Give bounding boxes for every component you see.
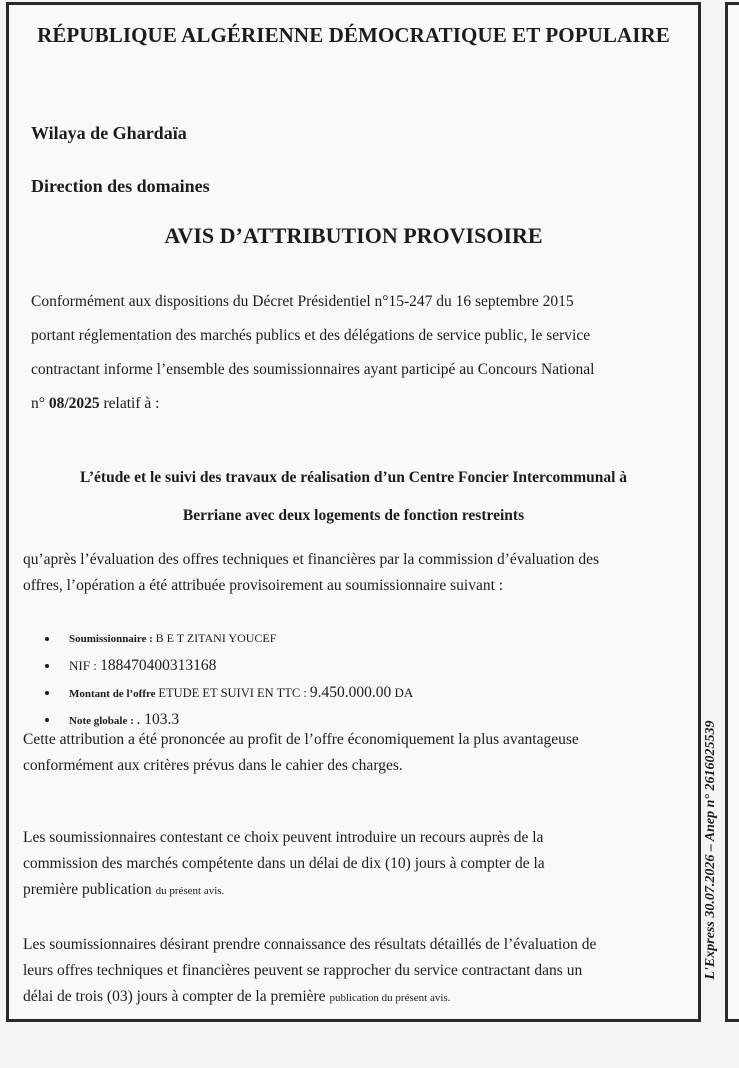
direction-name: Direction des domaines [31, 176, 210, 196]
amount-value: 9.450.000.00 [309, 684, 392, 701]
publication-reference [701, 680, 721, 1020]
amount-unit: DA [391, 685, 414, 700]
evaluation-line: qu’après l’évaluation des offres techniques et financières par la commission d’évaluation des [23, 551, 600, 568]
wilaya-name: Wilaya de Ghardaïa [31, 123, 187, 143]
amount-text: ETUDE ET SUIVI EN TTC : [158, 686, 310, 700]
evaluation-line: offres, l’opération a été attribuée provisoirement au soumissionnaire suivant : [23, 577, 504, 594]
evaluation-paragraph [23, 547, 699, 599]
score-value: . 103.3 [136, 711, 180, 728]
republic-header: RÉPUBLIQUE ALGÉRIENNE DÉMOCRATIQUE ET POPULAIRE [37, 23, 670, 47]
intro-line: Conformément aux dispositions du Décret Présidentiel n°15-247 du 16 septembre 2015 [31, 293, 574, 310]
appeal-line-small: du présent avis. [155, 885, 225, 897]
nif-value: 188470400313168 [100, 657, 217, 674]
project-object [9, 459, 698, 535]
appeal-line-main: première publication [23, 881, 156, 898]
bidder-item [33, 625, 413, 652]
award-details-list [33, 625, 413, 733]
object-line: L’étude et le suivi des travaux de réalisation d’un Centre Foncier Intercommunal à [79, 469, 628, 486]
intro-line: contractant informe l’ensemble des soumissionnaires ayant participé au Concours National [31, 361, 595, 378]
adjacent-notice-frame [725, 2, 739, 1022]
contest-number-suffix: relatif à : [99, 395, 160, 412]
results-paragraph [23, 932, 699, 1011]
publication-reference-text: L'Express 30.07.2026 – Anep n° 2616025539 [703, 720, 718, 980]
appeal-line: commission des marchés compétente dans un délai de dix (10) jours à compter de la [23, 855, 545, 872]
nif-label: NIF : [69, 658, 101, 673]
results-line: Les soumissionnaires désirant prendre connaissance des résultats détaillés de l’évaluation de [23, 936, 597, 953]
nif-item [33, 652, 413, 679]
results-line-main: délai de trois (03) jours à compter de la première [23, 988, 330, 1005]
attribution-paragraph [23, 727, 699, 779]
attribution-line: conformément aux critères prévus dans le cahier des charges. [23, 757, 403, 774]
score-label: Note globale : [69, 715, 137, 727]
contest-number: 08/2025 [48, 395, 100, 412]
appeal-line [23, 877, 699, 904]
object-line: Berriane avec deux logements de fonction restreints [182, 507, 525, 524]
amount-label: Montant de l’offre [69, 688, 159, 700]
intro-paragraph [31, 285, 691, 421]
intro-line [31, 387, 691, 421]
notice-frame [6, 2, 701, 1022]
results-line-small: publication du présent avis. [329, 992, 451, 1004]
appeal-paragraph [23, 825, 699, 904]
appeal-line: Les soumissionnaires contestant ce choix peuvent introduire un recours auprès de la [23, 829, 544, 846]
bidder-value: B E T ZITANI YOUCEF [155, 631, 277, 645]
contest-number-prefix: n° [31, 395, 49, 412]
intro-line: portant réglementation des marchés publics et des délégations de service public, le service [31, 327, 591, 344]
attribution-line: Cette attribution a été prononcée au profit de l’offre économiquement la plus avantageuse [23, 731, 579, 748]
results-line [23, 984, 699, 1011]
notice-title: AVIS D’ATTRIBUTION PROVISOIRE [164, 223, 543, 248]
results-line: leurs offres techniques et financières peuvent se rapprocher du service contractant dans un [23, 962, 583, 979]
amount-item [33, 679, 413, 706]
bidder-label: Soumissionnaire : [69, 633, 156, 645]
